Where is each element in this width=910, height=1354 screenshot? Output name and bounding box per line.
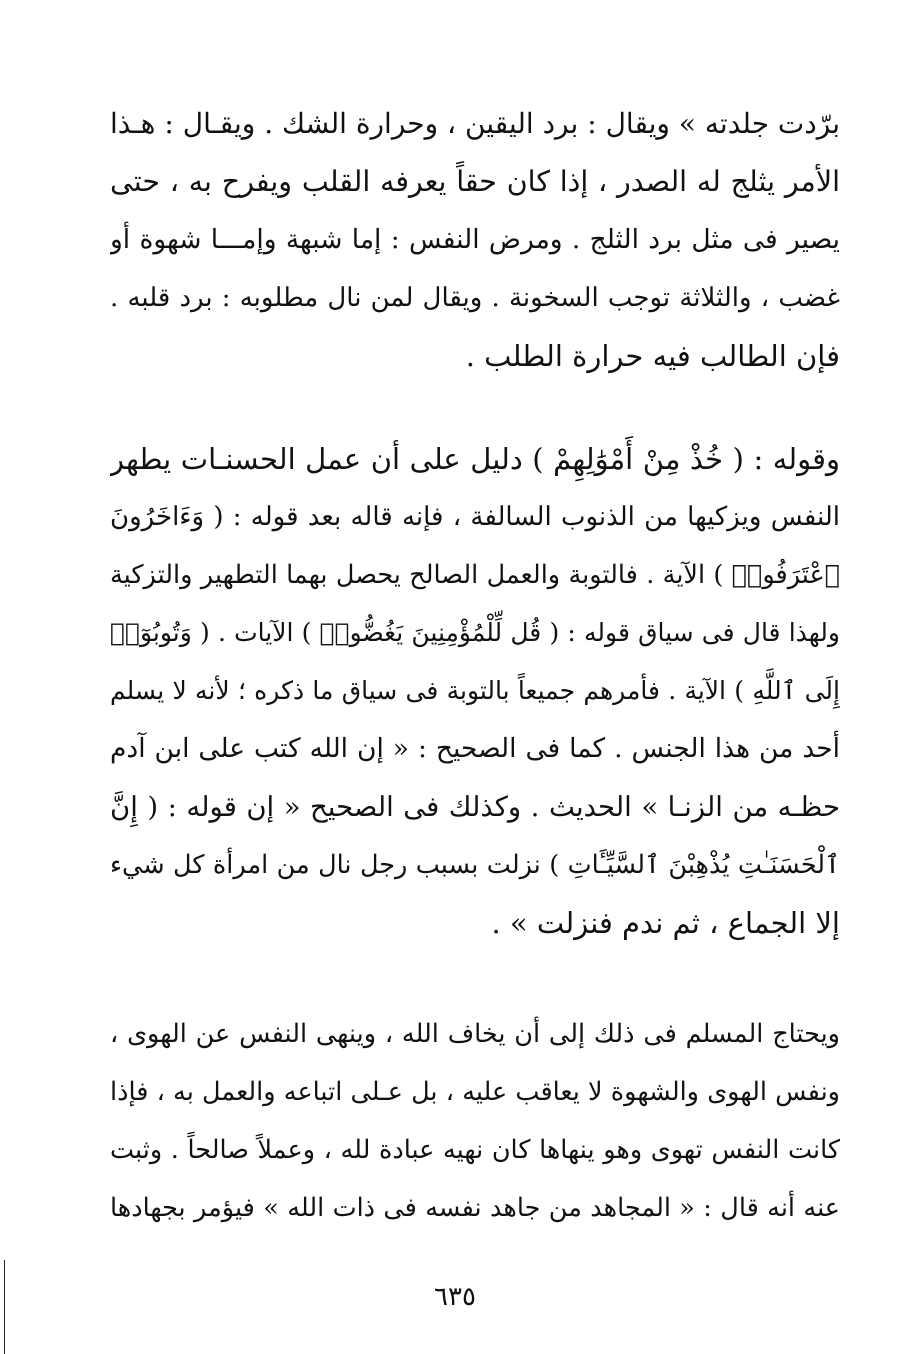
text-line: الأمر يثلج له الصدر ، إذا كان حقاً يعرفه القلب ويفرح به ، حتى bbox=[110, 165, 840, 198]
text-line: ٱعْتَرَفُوا۟ ) الآية . فالتوبة والعمل الصالح يحصل بهما التطهير والتزكية bbox=[110, 560, 840, 590]
text-line: وقوله : ( خُذْ مِنْ أَمْوَٰلِهِمْ ) دليل على أن عمل الحسنـات يطهر bbox=[110, 442, 840, 476]
text-line: برّدت جلدته » ويقال : برد اليقين ، وحرارة الشك . ويقـال : هـذا bbox=[110, 107, 840, 140]
text-line: غضب ، والثلاثة توجب السخونة . ويقال لمن نال مطلوبه : برد قلبه . bbox=[110, 283, 840, 313]
text-line: إِلَى ٱللَّهِ ) الآية . فأمرهم جميعاً بالتوبة فى سياق ما ذكره ؛ لأنه لا يسلم bbox=[110, 676, 840, 705]
text-line: عنه أنه قال : « المجاهد من جاهد نفسه فى ذات الله » فيؤمر بجهادها bbox=[110, 1193, 840, 1223]
page-number: ٦٣٥ bbox=[434, 1282, 476, 1312]
text-line: كانت النفس تهوى وهو ينهاها كان نهيه عبادة لله ، وعملاً صالحاً . وثبت bbox=[110, 1135, 840, 1165]
text-line: النفس ويزكيها من الذنوب السالفة ، فإنه قاله بعد قوله : ( وَءَاخَرُونَ bbox=[110, 502, 840, 532]
text-line: يصير فى مثل برد الثلج . ومرض النفس : إما شبهة وإمـــا شهوة أو bbox=[110, 224, 840, 255]
text-line: أحد من هذا الجنس . كما فى الصحيح : « إن الله كتب على ابن آدم bbox=[110, 733, 840, 764]
text-line: إلا الجماع ، ثم ندم فنزلت » . bbox=[491, 906, 840, 940]
text-line: ٱلْحَسَنَـٰتِ يُذْهِبْنَ ٱلسَّيِّـَٔاتِ ) نزلت بسبب رجل نال من امرأة كل شيء bbox=[110, 850, 840, 880]
text-line: ويحتاج المسلم فى ذلك إلى أن يخاف الله ، وينهى النفس عن الهوى ، bbox=[110, 1019, 840, 1049]
paragraph-3 bbox=[110, 1005, 840, 1237]
paragraph-2 bbox=[110, 430, 840, 952]
text-line: ولهذا قال فى سياق قوله : ( قُل لِّلْمُؤْمِنِينَ يَغُضُّوا۟ ) الآيات . ( وَتُوبُوٓا۟ bbox=[110, 618, 840, 647]
paragraph-1 bbox=[110, 95, 840, 385]
text-line: فإن الطالب فيه حرارة الطلب . bbox=[465, 339, 840, 373]
text-line: ونفس الهوى والشهوة لا يعاقب عليه ، بل عـلى اتباعه والعمل به ، فإذا bbox=[110, 1077, 840, 1107]
page-edge-line bbox=[4, 1260, 5, 1354]
text-line: حظـه من الزنـا » الحديث . وكذلك فى الصحيح « إن قوله : ( إِنَّ bbox=[110, 791, 840, 823]
